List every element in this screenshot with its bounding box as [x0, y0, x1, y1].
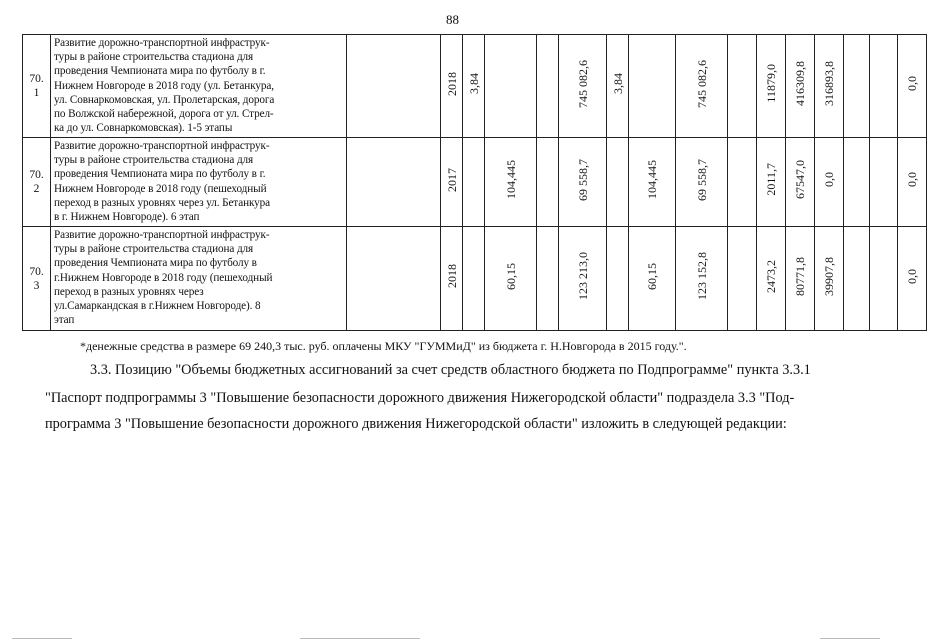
value-cell: [728, 227, 757, 331]
value-text: 745 082,6: [575, 59, 590, 108]
value-text: 104,445: [503, 160, 518, 199]
description-line: Развитие дорожно-транспортной инфраструк-: [54, 229, 270, 241]
value-cell: [441, 138, 463, 227]
value-cell: [786, 138, 815, 227]
value-cell: [463, 138, 485, 227]
value-text: 11879,0: [764, 64, 778, 103]
value-cell: [485, 138, 537, 227]
description-line: Развитие дорожно-транспортной инфраструк-: [54, 37, 270, 49]
value-text: 2018: [444, 264, 459, 288]
value-text: 69 558,7: [694, 158, 709, 201]
value-text: 0,0: [905, 172, 919, 187]
value-text: 3,84: [466, 73, 481, 94]
value-cell: [870, 227, 898, 331]
value-cell: [757, 227, 786, 331]
description-line: переход в разных уровнях через ул. Бетанкура: [54, 196, 271, 209]
value-text: 0,0: [822, 172, 836, 187]
value-cell: [757, 138, 786, 227]
row-number-minor: 3: [33, 279, 40, 292]
value-text: 123 213,0: [575, 252, 590, 300]
description-line: туры в районе строительства стадиона для: [54, 51, 254, 64]
value-cell: [629, 227, 676, 331]
row-number-cell: [23, 35, 51, 138]
value-cell: [629, 35, 676, 138]
value-text: 123 152,8: [694, 252, 709, 300]
value-cell: [898, 227, 927, 331]
description-cell: [51, 227, 347, 331]
description-line: ул. Совнаркомовская, ул. Пролетарская, дорога: [54, 93, 275, 106]
description-line: в г. Нижнем Новгороде). 6 этап: [54, 211, 200, 224]
value-cell: [676, 138, 728, 227]
value-text: 2017: [444, 167, 459, 192]
bottom-rule: [820, 638, 880, 639]
page-number: 88: [446, 12, 459, 27]
table-row: [23, 35, 927, 138]
paragraph-line: программа 3 "Повышение безопасности дорожного движения Нижегородской области" изложить в следующей редакции:: [45, 416, 787, 432]
budget-table: [22, 34, 927, 331]
row-number-cell: [23, 138, 51, 227]
value-text: 67547,0: [793, 160, 807, 199]
description-line: этап: [54, 314, 75, 327]
description-line: г.Нижнем Новгороде в 2018 году (пешеходный: [54, 271, 273, 284]
description-line: переход в разных уровнях через: [54, 285, 204, 298]
description-cell: [51, 35, 347, 138]
description-line: по Волжской набережной, дорога от ул. Стрел-: [54, 108, 274, 121]
footnote: *денежные средства в размере 69 240,3 тыс. руб. оплачены МКУ "ГУММиД" из бюджета г. Н.Новгорода в 2015 году.".: [80, 339, 687, 353]
description-line: проведения Чемпионата мира по футболу в г.: [54, 168, 266, 181]
description-line: туры в районе строительства стадиона для: [54, 243, 254, 256]
value-text: 2473,2: [764, 259, 778, 293]
row-number-major: 70.: [29, 169, 44, 181]
value-text: 80771,8: [793, 256, 807, 296]
paragraph-line: "Паспорт подпрограммы 3 "Повышение безопасности дорожного движения Нижегородской области" подраздела 3.3 "Под-: [45, 390, 795, 406]
value-cell: [537, 35, 559, 138]
value-cell: [559, 35, 607, 138]
value-cell: [757, 35, 786, 138]
value-cell: [844, 227, 870, 331]
value-cell: [815, 227, 844, 331]
value-cell: [347, 138, 441, 227]
value-text: 0,0: [905, 76, 919, 91]
value-cell: [347, 227, 441, 331]
value-cell: [537, 138, 559, 227]
row-number-major: 70.: [29, 73, 44, 85]
value-text: 2011,7: [764, 163, 778, 196]
value-cell: [728, 35, 757, 138]
value-text: 416309,8: [793, 61, 807, 106]
value-cell: [629, 138, 676, 227]
value-text: 745 082,6: [694, 59, 709, 108]
description-line: Нижнем Новгороде в 2018 году (пешеходный: [54, 182, 267, 195]
value-cell: [537, 227, 559, 331]
value-cell: [786, 35, 815, 138]
value-text: 0,0: [905, 268, 919, 284]
value-text: 60,15: [503, 262, 518, 290]
description-line: Развитие дорожно-транспортной инфраструк-: [54, 140, 270, 152]
value-cell: [441, 227, 463, 331]
value-cell: [607, 227, 629, 331]
value-cell: [815, 138, 844, 227]
value-cell: [485, 227, 537, 331]
value-cell: [815, 35, 844, 138]
value-cell: [559, 138, 607, 227]
value-cell: [441, 35, 463, 138]
description-cell: [51, 138, 347, 227]
row-number-minor: 1: [33, 87, 40, 99]
table-row: [23, 138, 927, 227]
value-cell: [607, 35, 629, 138]
value-cell: [463, 35, 485, 138]
value-cell: [870, 138, 898, 227]
description-line: ка до ул. Совнаркомовская). 1-5 этапы: [54, 122, 233, 135]
row-number-major: 70.: [29, 265, 44, 278]
description-line: ул.Самаркандская в г.Нижнем Новгороде). 8: [54, 300, 261, 313]
value-cell: [485, 35, 537, 138]
value-cell: [463, 227, 485, 331]
value-cell: [898, 138, 927, 227]
value-text: 316893,8: [822, 61, 836, 106]
table-row: [23, 227, 927, 331]
value-text: 39907,8: [822, 256, 836, 296]
value-text: 2018: [444, 71, 459, 96]
description-line: проведения Чемпионата мира по футболу в: [54, 257, 257, 270]
paragraph-line: 3.3. Позицию "Объемы бюджетных ассигнований за счет средств областного бюджета по Подпрограмме" пункта 3.3.1: [90, 362, 811, 378]
row-number-minor: 2: [33, 183, 40, 195]
row-number-cell: [23, 227, 51, 331]
value-cell: [676, 227, 728, 331]
value-cell: [347, 35, 441, 138]
value-text: 60,15: [645, 262, 659, 290]
value-text: 69 558,7: [575, 158, 590, 201]
value-cell: [607, 138, 629, 227]
value-text: 3,84: [610, 73, 625, 94]
description-line: туры в районе строительства стадиона для: [54, 154, 254, 167]
value-cell: [559, 227, 607, 331]
bottom-rule: [300, 638, 420, 639]
value-text: 104,445: [645, 160, 659, 199]
value-cell: [870, 35, 898, 138]
value-cell: [786, 227, 815, 331]
description-line: проведения Чемпионата мира по футболу в г.: [54, 65, 266, 78]
bottom-rule: [12, 638, 72, 639]
value-cell: [898, 35, 927, 138]
value-cell: [728, 138, 757, 227]
value-cell: [676, 35, 728, 138]
description-line: Нижнем Новгороде в 2018 году (ул. Бетанкура,: [54, 79, 274, 92]
value-cell: [844, 35, 870, 138]
value-cell: [844, 138, 870, 227]
